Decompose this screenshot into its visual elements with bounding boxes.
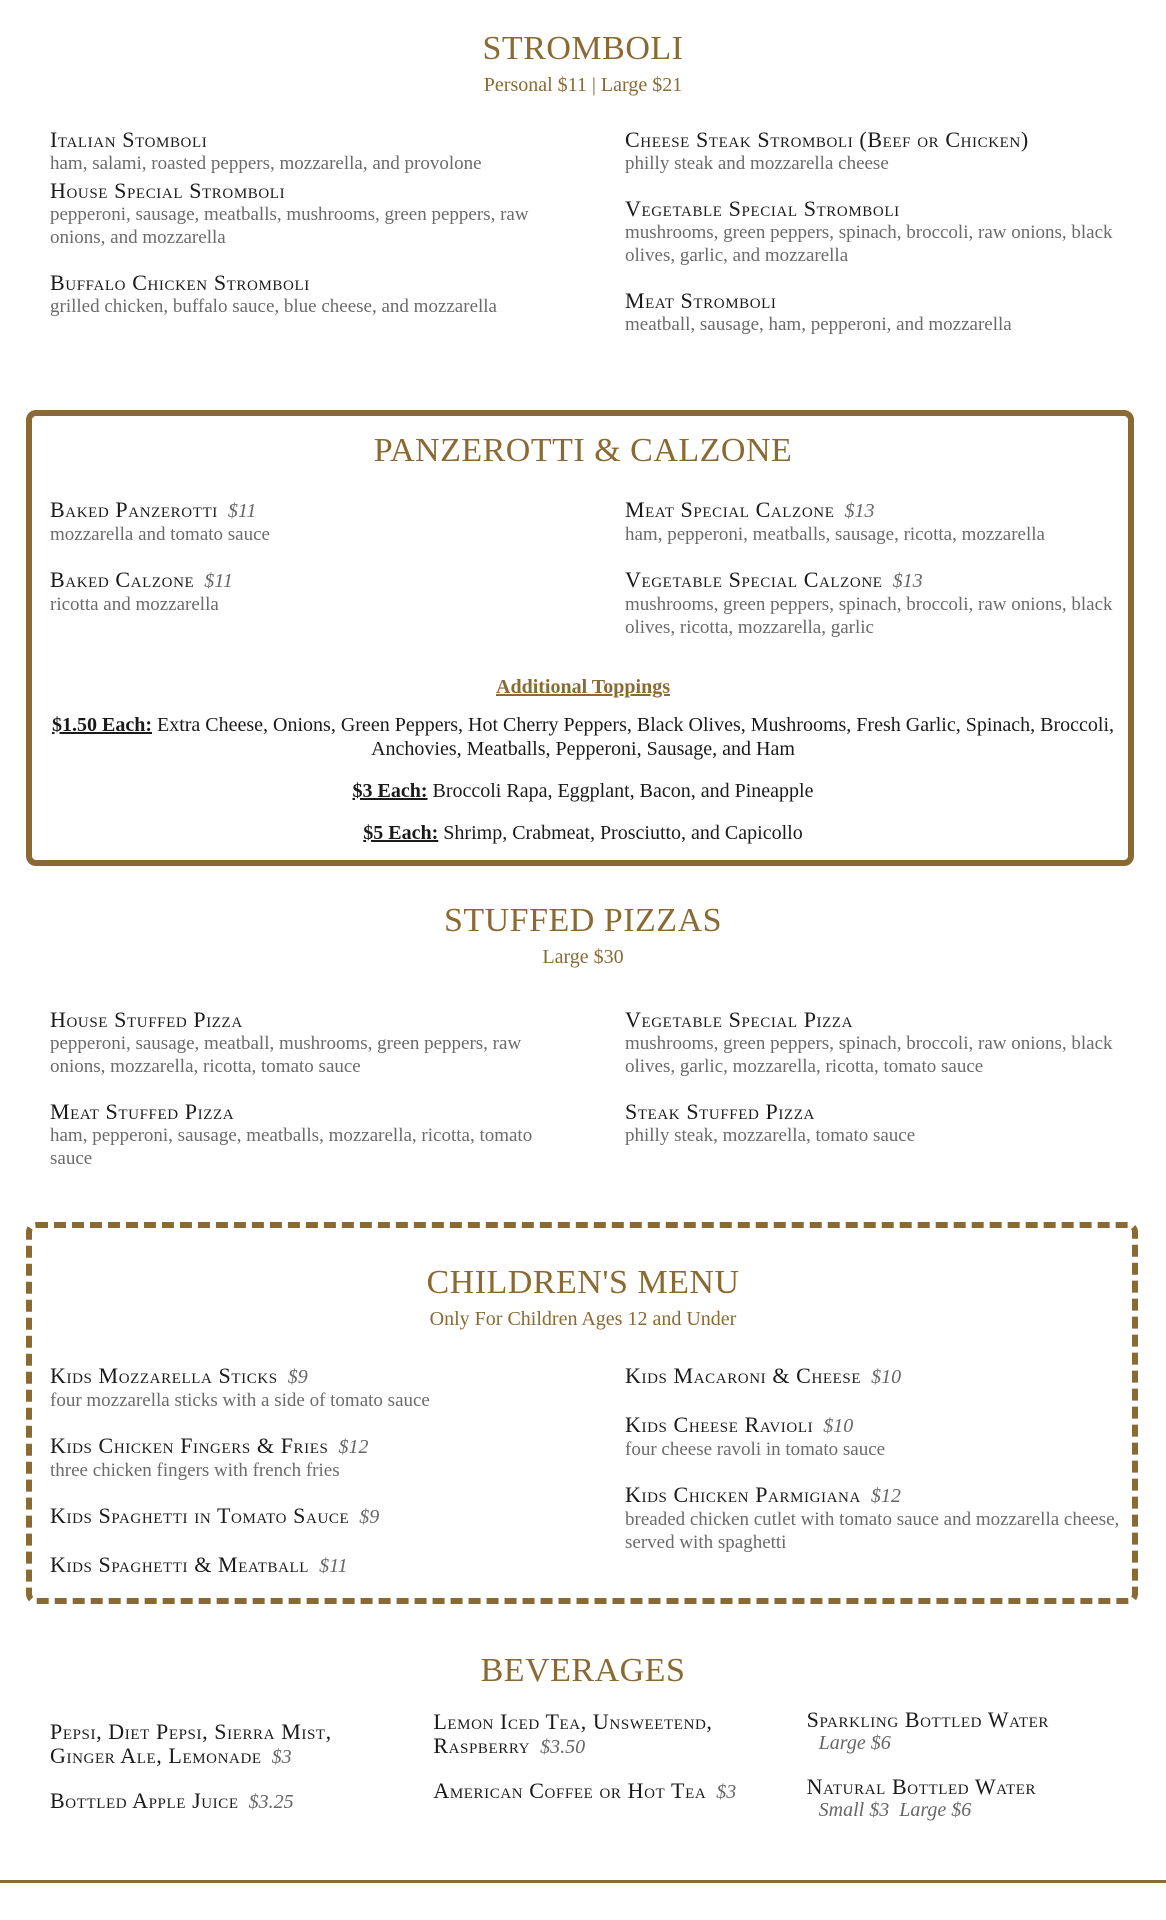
item-description: philly steak, mozzarella, tomato sauce <box>625 1125 916 1146</box>
item-name: Kids Spaghetti in Tomato Sauce <box>50 1503 350 1528</box>
item-price: $11 <box>227 500 257 522</box>
item-description: ricotta and mozzarella <box>50 594 219 615</box>
menu-item <box>433 1710 766 1759</box>
item-name: Sparkling Bottled Water <box>806 1707 1050 1732</box>
toppings-title: Additional Toppings <box>496 676 670 698</box>
menu-item <box>50 1100 555 1170</box>
item-price: $12 <box>338 1436 369 1458</box>
item-name: House Special Stromboli <box>50 178 286 203</box>
item-description: pepperoni, sausage, meatballs, mushrooms, green peppers, raw onions, and mozzarella <box>50 204 529 248</box>
menu-item <box>50 179 555 249</box>
menu-item <box>433 1779 766 1804</box>
footer-divider <box>0 1880 1166 1883</box>
menu-item <box>625 128 1130 175</box>
item-name: American Coffee or Hot Tea <box>433 1778 707 1803</box>
menu-item <box>50 271 555 318</box>
menu-item <box>50 498 555 546</box>
section-title: CHILDREN'S MENU <box>426 1264 740 1301</box>
item-description: pepperoni, sausage, meatball, mushrooms, green peppers, raw onions, mozzarella, ricotta, tomato sauce <box>50 1033 522 1077</box>
item-name: Italian Stomboli <box>50 127 208 152</box>
section-title: PANZEROTTI & CALZONE <box>373 432 793 469</box>
item-name: Steak Stuffed Pizza <box>625 1099 815 1124</box>
item-name: Lemon Iced Tea, Unsweetend, Raspberry <box>433 1709 713 1758</box>
item-name: Cheese Steak Stromboli (Beef or Chicken) <box>625 127 1029 152</box>
menu-item <box>50 128 555 175</box>
item-description: three chicken fingers with french fries <box>50 1460 340 1481</box>
menu-item <box>50 1720 383 1769</box>
menu-item <box>625 1483 1130 1554</box>
item-price: $3 <box>271 1746 292 1768</box>
item-name: Baked Calzone <box>50 567 195 592</box>
stromboli-items <box>50 128 1130 358</box>
item-name: Bottled Apple Juice <box>50 1788 239 1813</box>
topping-list: Extra Cheese, Onions, Green Peppers, Hot Cherry Peppers, Black Olives, Mushrooms, Fresh Garlic, Spinach, Broccoli, Anchovies, Meatballs, Pepperoni, Sausage, and Ham <box>156 714 1115 760</box>
topping-price-label: $1.50 Each: <box>51 714 152 736</box>
item-description: four cheese ravoli in tomato sauce <box>625 1439 886 1460</box>
topping-line <box>40 779 1126 803</box>
item-name: Baked Panzerotti <box>50 497 218 522</box>
section-title: STROMBOLI <box>482 30 684 67</box>
item-name: Natural Bottled Water <box>806 1774 1037 1799</box>
item-description: ham, pepperoni, meatballs, sausage, ricotta, mozzarella <box>625 524 1045 545</box>
section-subtitle: Only For Children Ages 12 and Under <box>429 1308 737 1330</box>
item-description: philly steak and mozzarella cheese <box>625 153 889 174</box>
item-name: Kids Chicken Fingers & Fries <box>50 1433 329 1458</box>
item-name: Vegetable Special Pizza <box>625 1007 854 1032</box>
menu-item <box>50 1553 555 1578</box>
item-price: $11 <box>319 1555 348 1577</box>
item-description: breaded chicken cutlet with tomato sauce and mozzarella cheese, served with spaghetti <box>625 1509 1120 1553</box>
item-name: Vegetable Special Stromboli <box>625 196 900 221</box>
panzerotti-items <box>50 498 1130 661</box>
panzerotti-section <box>0 432 1166 470</box>
item-price: $3 <box>716 1781 737 1803</box>
menu-item <box>625 568 1130 639</box>
stromboli-section <box>0 30 1166 97</box>
menu-item <box>50 1504 555 1529</box>
item-name: Kids Chicken Parmigiana <box>625 1482 861 1507</box>
item-price: Large $6 <box>818 1732 891 1754</box>
item-price: $11 <box>204 570 233 592</box>
menu-item <box>807 1775 1140 1822</box>
section-subtitle: Personal $11 | Large $21 <box>483 74 683 96</box>
item-description: meatball, sausage, ham, pepperoni, and mozzarella <box>625 314 1012 335</box>
item-price: $3.50 <box>540 1736 586 1758</box>
menu-item <box>50 1008 555 1078</box>
topping-price-label: $5 Each: <box>363 822 439 844</box>
menu-item <box>625 197 1130 267</box>
menu-item <box>625 1413 1130 1461</box>
beverages-section <box>0 1652 1166 1690</box>
item-description: mushrooms, green peppers, spinach, broccoli, raw onions, black olives, garlic, and mozzarella <box>625 222 1113 266</box>
item-price: $3.25 <box>248 1791 294 1813</box>
item-price: $9 <box>287 1366 308 1388</box>
item-name: Meat Special Calzone <box>625 497 835 522</box>
additional-toppings <box>40 676 1126 845</box>
menu-item <box>50 1364 555 1412</box>
topping-line <box>40 713 1126 761</box>
item-description: grilled chicken, buffalo sauce, blue cheese, and mozzarella <box>50 296 497 317</box>
section-title: BEVERAGES <box>480 1652 686 1689</box>
topping-price-label: $3 Each: <box>352 780 428 802</box>
kids-items <box>50 1364 1130 1600</box>
item-description: mozzarella and tomato sauce <box>50 524 270 545</box>
item-price: Small $3 Large $6 <box>818 1799 972 1821</box>
item-description: mushrooms, green peppers, spinach, broccoli, raw onions, black olives, ricotta, mozzarella, garlic <box>625 594 1113 638</box>
menu-item <box>807 1708 1140 1755</box>
menu-item <box>625 498 1130 546</box>
item-description: ham, salami, roasted peppers, mozzarella, and provolone <box>50 153 482 174</box>
item-name: Meat Stuffed Pizza <box>50 1099 235 1124</box>
item-name: Pepsi, Diet Pepsi, Sierra Mist, Ginger Ale, Lemonade <box>50 1719 332 1768</box>
menu-item <box>50 568 555 616</box>
item-description: four mozzarella sticks with a side of tomato sauce <box>50 1390 430 1411</box>
item-name: House Stuffed Pizza <box>50 1007 243 1032</box>
item-name: Kids Cheese Ravioli <box>625 1412 814 1437</box>
topping-line <box>40 821 1126 845</box>
item-price: $13 <box>844 500 875 522</box>
stuffed-section <box>0 902 1166 969</box>
item-description: mushrooms, green peppers, spinach, broccoli, raw onions, black olives, garlic, mozzarella, ricotta, tomato sauce <box>625 1033 1113 1077</box>
item-price: $13 <box>892 570 923 592</box>
menu-item <box>50 1434 555 1482</box>
item-name: Kids Macaroni & Cheese <box>625 1363 862 1388</box>
item-description: ham, pepperoni, sausage, meatballs, mozzarella, ricotta, tomato sauce <box>50 1125 533 1169</box>
menu-item <box>625 1364 1130 1389</box>
topping-list: Shrimp, Crabmeat, Prosciutto, and Capicollo <box>443 822 803 844</box>
menu-item <box>625 289 1130 336</box>
item-name: Meat Stromboli <box>625 288 777 313</box>
item-price: $10 <box>871 1366 902 1388</box>
section-subtitle: Large $30 <box>542 946 624 968</box>
menu-item <box>625 1008 1130 1078</box>
item-name: Kids Mozzarella Sticks <box>50 1363 278 1388</box>
item-name: Buffalo Chicken Stromboli <box>50 270 310 295</box>
menu-item <box>50 1789 383 1814</box>
menu-item <box>625 1100 1130 1147</box>
section-title: STUFFED PIZZAS <box>443 902 723 939</box>
item-name: Vegetable Special Calzone <box>625 567 883 592</box>
item-price: $12 <box>870 1485 901 1507</box>
kids-section <box>0 1264 1166 1331</box>
item-price: $9 <box>359 1506 380 1528</box>
topping-list: Broccoli Rapa, Eggplant, Bacon, and Pineapple <box>432 780 814 802</box>
item-name: Kids Spaghetti & Meatball <box>50 1552 310 1577</box>
stuffed-items <box>50 1008 1130 1192</box>
beverages-items <box>50 1707 1140 1844</box>
item-price: $10 <box>823 1415 854 1437</box>
